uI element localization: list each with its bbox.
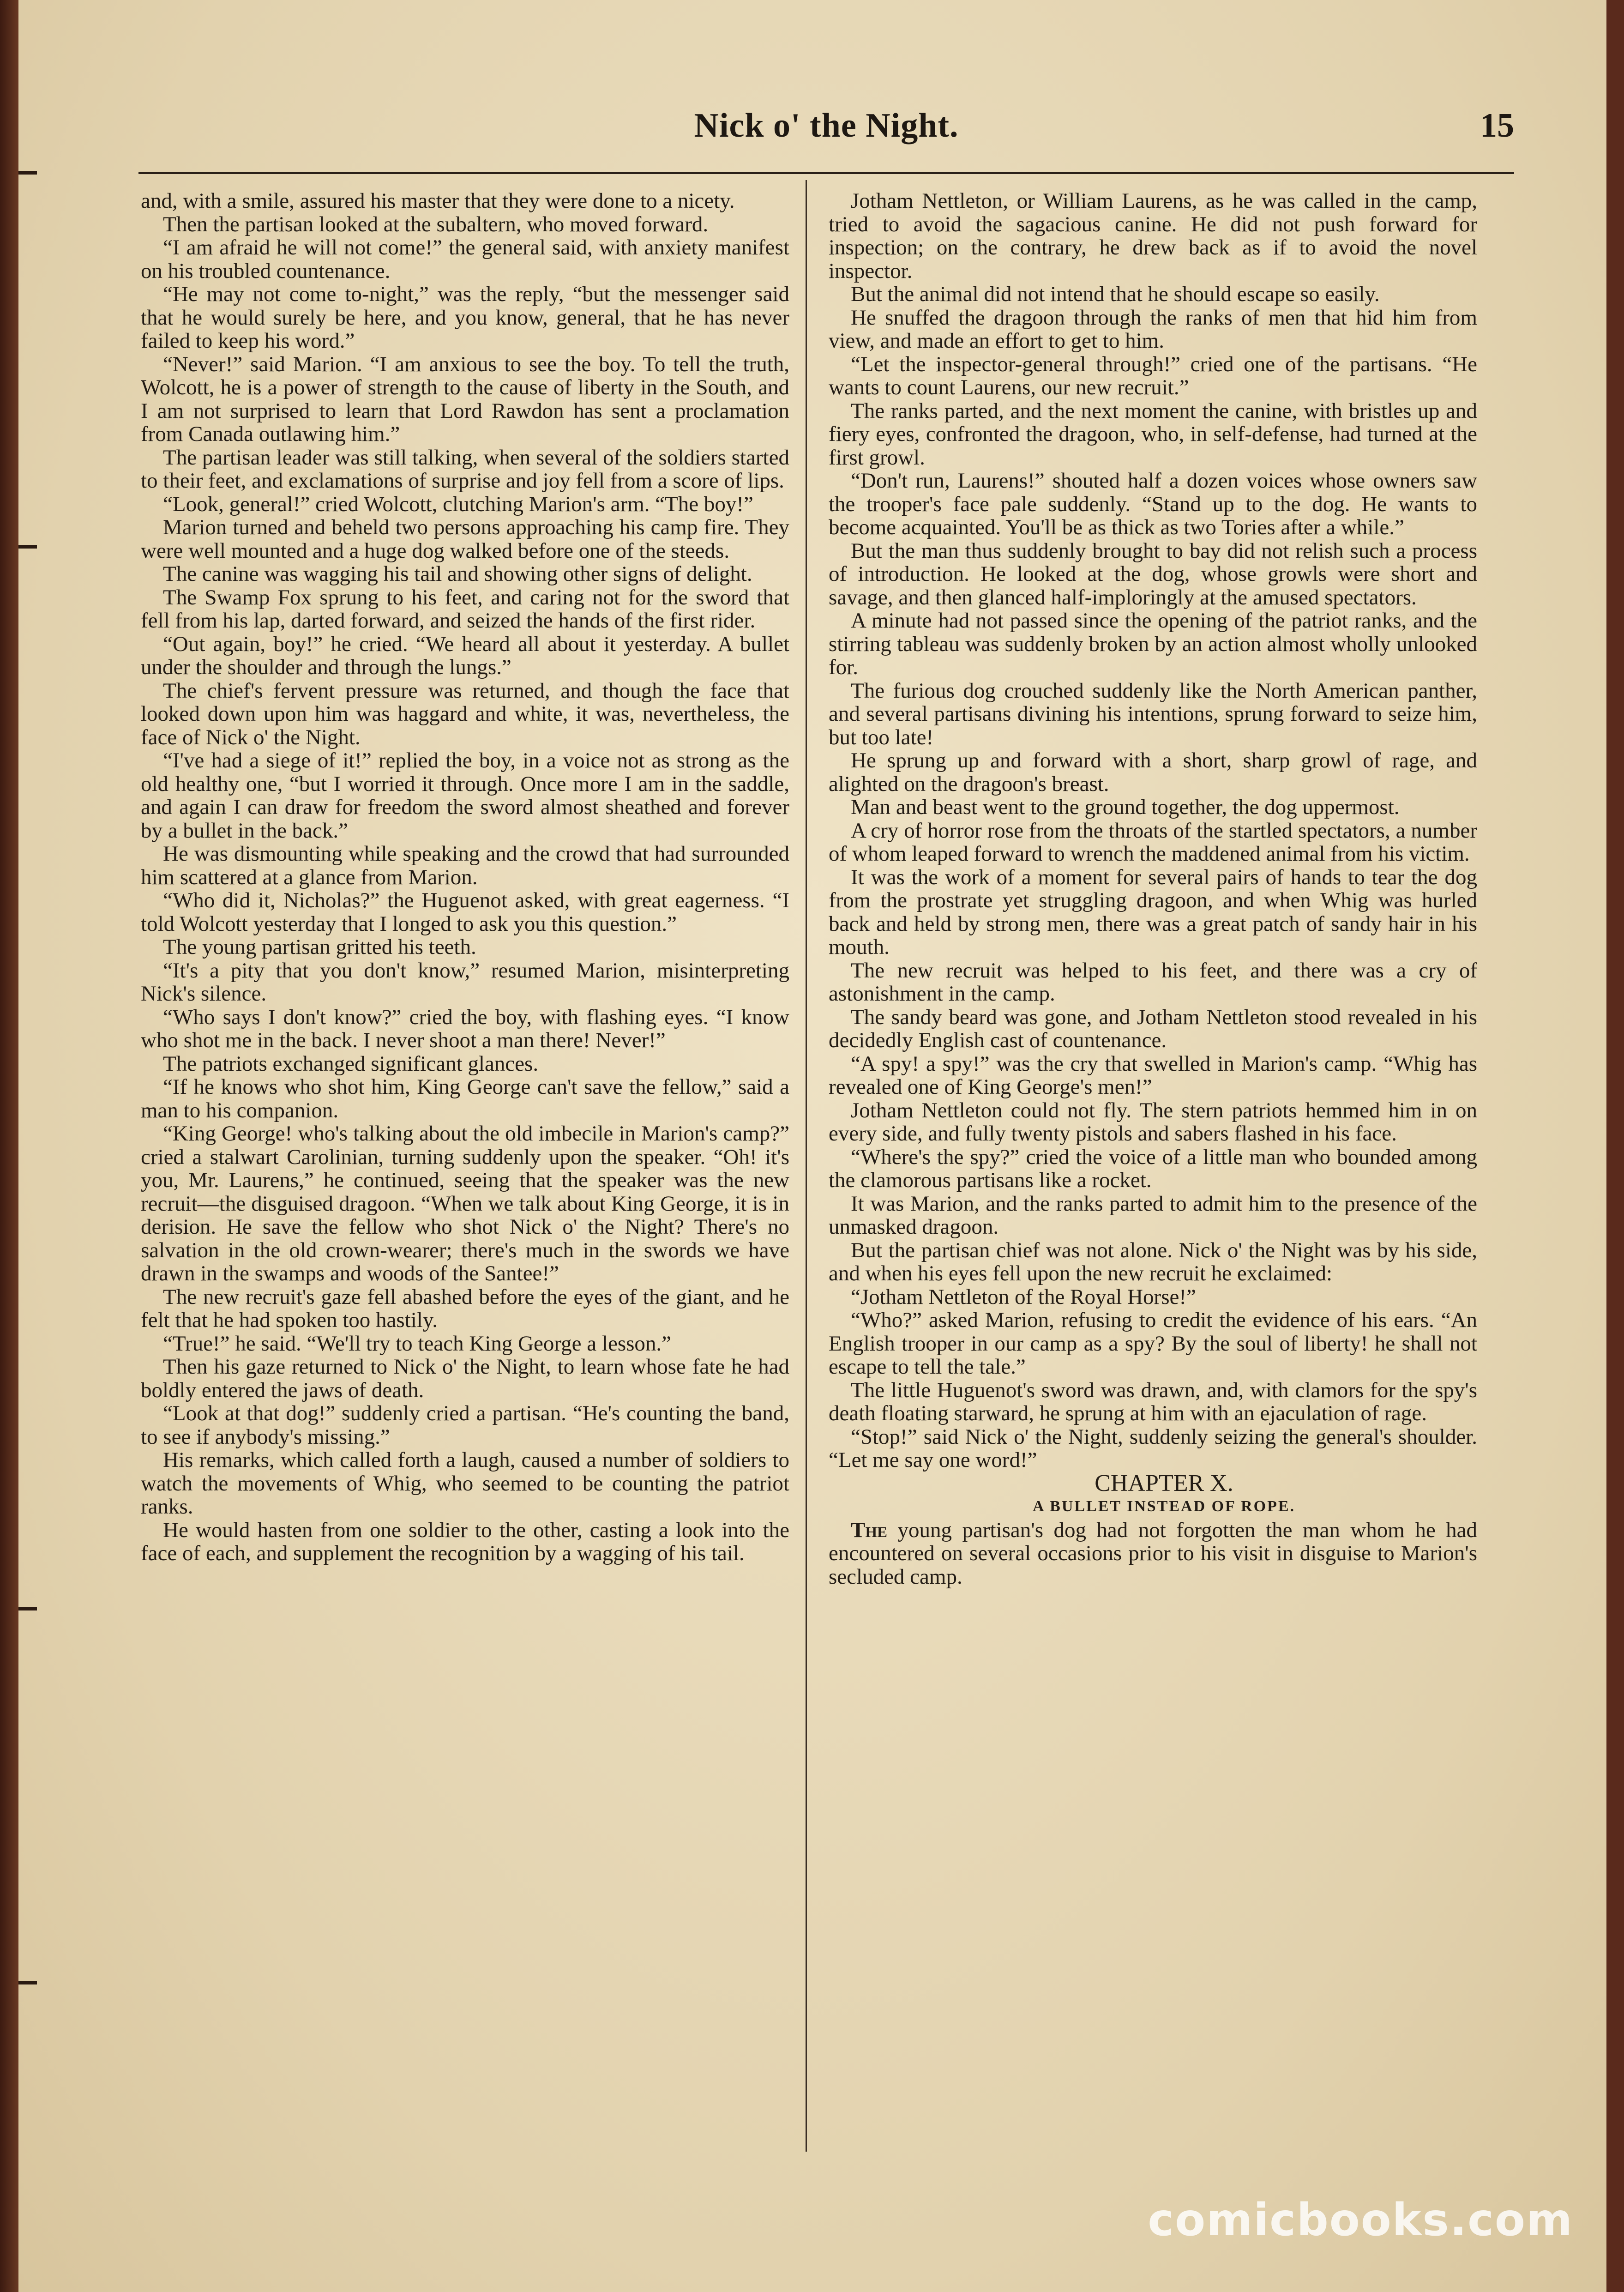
site-watermark: comicbooks.com bbox=[1148, 2194, 1573, 2246]
paragraph: It was Marion, and the ranks parted to admit him to the presence of the unmasked dragoon. bbox=[829, 1191, 1477, 1239]
paragraph: A cry of horror rose from the throats of the startled spectators, a number of whom leaped forward to wrench the maddened animal from his victim. bbox=[829, 818, 1477, 866]
chapter-first-paragraph-text: young partisan's dog had not forgotten the man whom he had encountered on several occasions prior to his visit in disguise to Marion's secluded camp. bbox=[829, 1518, 1477, 1589]
paragraph: It was the work of a moment for several pairs of hands to tear the dog from the prostrate yet struggling dragoon, and when Whig was hurled back and held by strong men, there was a great patch of sandy hair in his mouth. bbox=[829, 865, 1477, 959]
page-number: 15 bbox=[1480, 107, 1514, 145]
page-header bbox=[138, 106, 1514, 148]
chapter-first-word: The bbox=[851, 1518, 888, 1542]
paragraph: “It's a pity that you don't know,” resumed Marion, misinterpreting Nick's silence. bbox=[141, 958, 789, 1006]
paragraph: Jotham Nettleton could not fly. The stern patriots hemmed him in on every side, and fully twenty pistols and sabers flashed in his face. bbox=[829, 1098, 1477, 1146]
right-column-paragraphs bbox=[829, 189, 1477, 1472]
paragraph: “Look, general!” cried Wolcott, clutching Marion's arm. “The boy!” bbox=[163, 492, 753, 516]
binding-staple bbox=[18, 1981, 37, 1984]
paragraph: “King George! who's talking about the old imbecile in Marion's camp?” cried a stalwart Carolinian, turning suddenly upon the speaker. “Oh! it's you, Mr. Laurens,” he continued, seeing that the speaker was the new recruit—the disguised dragoon. “When we talk about King George, it is in derision. He save the fellow who shot Nick o' the Night? There's no salvation in the old crown-wearer; there's much in the swords we have drawn in the swamps and woods of the Santee!” bbox=[141, 1122, 789, 1285]
paragraph: “Don't run, Laurens!” shouted half a dozen voices whose owners saw the trooper's face pale suddenly. “Stand up to the dog. He wants to become acquainted. You'll be as thick as two Tories after a while.” bbox=[829, 469, 1477, 539]
paragraph: “I've had a siege of it!” replied the boy, in a voice not as strong as the old healthy one, “but I worried it through. Once more I am in the saddle, and again I can draw for freedom the sword almost sheathed and forever by a bullet in the back.” bbox=[141, 748, 789, 843]
paragraph: “Out again, boy!” he cried. “We heard all about it yesterday. A bullet under the shoulder and through the lungs.” bbox=[141, 632, 789, 679]
paragraph: “He may not come to-night,” was the reply, “but the messenger said that he would surely be here, and you know, general, that he has never failed to keep his word.” bbox=[141, 282, 789, 353]
paragraph: A minute had not passed since the opening of the patriot ranks, and the stirring tableau was suddenly broken by an action almost wholly unlooked for. bbox=[829, 609, 1477, 679]
paragraph: But the partisan chief was not alone. Nick o' the Night was by his side, and when his eyes fell upon the new recruit he exclaimed: bbox=[829, 1238, 1477, 1285]
paragraph: The patriots exchanged significant glances. bbox=[163, 1051, 539, 1076]
paragraph: Man and beast went to the ground together, the dog uppermost. bbox=[851, 795, 1400, 819]
paragraph: The Swamp Fox sprung to his feet, and caring not for the sword that fell from his lap, darted forward, and seized the hands of the first rider. bbox=[141, 585, 789, 633]
paragraph: His remarks, which called forth a laugh, caused a number of soldiers to watch the movements of Whig, who seemed to be counting the patriot ranks. bbox=[141, 1448, 789, 1519]
paragraph: Jotham Nettleton, or William Laurens, as he was called in the camp, tried to avoid the sagacious canine. He did not push forward for inspection; on the contrary, he drew back as if to avoid the novel inspector. bbox=[829, 189, 1477, 283]
paragraph: “Who did it, Nicholas?” the Huguenot asked, with great eagerness. “I told Wolcott yesterday that I longed to ask you this question.” bbox=[141, 888, 789, 936]
paragraph: “Let the inspector-general through!” cried one of the partisans. “He wants to count Laurens, our new recruit.” bbox=[829, 352, 1477, 399]
paragraph: The sandy beard was gone, and Jotham Nettleton stood revealed in his decidedly English cast of countenance. bbox=[829, 1005, 1477, 1052]
paragraph: and, with a smile, assured his master that they were done to a nicety. bbox=[141, 189, 735, 213]
paragraph: “Who says I don't know?” cried the boy, with flashing eyes. “I know who shot me in the back. I never shoot a man there! Never!” bbox=[141, 1005, 789, 1052]
binding-staple bbox=[18, 171, 37, 175]
chapter-heading: CHAPTER X. bbox=[1095, 1470, 1233, 1496]
paragraph: “Never!” said Marion. “I am anxious to see the boy. To tell the truth, Wolcott, he is a power of strength to the cause of liberty in the South, and I am not surprised to learn that Lord Rawdon has sent a proclamation from Canada outlawing him.” bbox=[141, 352, 789, 446]
paragraph: “Where's the spy?” cried the voice of a little man who bounded among the clamorous partisans like a rocket. bbox=[829, 1145, 1477, 1192]
binding-staple bbox=[18, 545, 37, 549]
paragraph: He was dismounting while speaking and the crowd that had surrounded him scattered at a glance from Marion. bbox=[141, 842, 789, 889]
paragraph: The chief's fervent pressure was returned, and though the face that looked down upon him was haggard and white, it was, nevertheless, the face of Nick o' the Night. bbox=[141, 678, 789, 749]
paragraph: “Look at that dog!” suddenly cried a partisan. “He's counting the band, to see if anybody's missing.” bbox=[141, 1401, 789, 1449]
paragraph: The partisan leader was still talking, when several of the soldiers started to their feet, and exclamations of surprise and joy fell from a score of lips. bbox=[141, 445, 789, 493]
paragraph: “Who?” asked Marion, refusing to credit the evidence of his ears. “An English trooper in our camp as a spy? By the soul of liberty! he shall not escape to tell the tale.” bbox=[829, 1308, 1477, 1379]
running-title: Nick o' the Night. bbox=[694, 107, 959, 145]
header-rule bbox=[138, 172, 1514, 174]
paragraph: The ranks parted, and the next moment the canine, with bristles up and fiery eyes, confronted the dragoon, who, in self-defense, had turned at the first growl. bbox=[829, 398, 1477, 470]
paragraph: The new recruit's gaze fell abashed before the eyes of the giant, and he felt that he had spoken too hastily. bbox=[141, 1285, 789, 1332]
book-page bbox=[18, 0, 1606, 2292]
chapter-first-paragraph bbox=[829, 1519, 1477, 1589]
paragraph: The little Huguenot's sword was drawn, and, with clamors for the spy's death floating starward, he sprung at him with an ejaculation of rage. bbox=[829, 1378, 1477, 1425]
left-column bbox=[141, 189, 789, 2152]
paragraph: The young partisan gritted his teeth. bbox=[163, 935, 476, 959]
paragraph: He would hasten from one soldier to the other, casting a look into the face of each, and supplement the recognition by a wagging of his tail. bbox=[141, 1518, 789, 1565]
paragraph: Then his gaze returned to Nick o' the Night, to learn whose fate he had boldly entered the jaws of death. bbox=[141, 1355, 789, 1402]
paragraph: Then the partisan looked at the subaltern, who moved forward. bbox=[163, 212, 709, 236]
paragraph: “If he knows who shot him, King George can't save the fellow,” said a man to his companion. bbox=[141, 1075, 789, 1122]
paragraph: “Jotham Nettleton of the Royal Horse!” bbox=[851, 1285, 1196, 1309]
paragraph: But the animal did not intend that he should escape so easily. bbox=[851, 282, 1380, 306]
chapter-subtitle: A BULLET INSTEAD OF ROPE. bbox=[1032, 1498, 1296, 1515]
paragraph: He sprung up and forward with a short, sharp growl of rage, and alighted on the dragoon's breast. bbox=[829, 748, 1477, 796]
paragraph: “I am afraid he will not come!” the general said, with anxiety manifest on his troubled countenance. bbox=[141, 235, 789, 283]
paragraph: He snuffed the dragoon through the ranks of men that hid him from view, and made an effort to get to him. bbox=[829, 305, 1477, 353]
binding-staple bbox=[18, 1607, 37, 1610]
paragraph: “Stop!” said Nick o' the Night, suddenly seizing the general's shoulder. “Let me say one word!” bbox=[829, 1424, 1477, 1472]
paragraph: The canine was wagging his tail and showing other signs of delight. bbox=[163, 562, 752, 586]
column-divider bbox=[806, 180, 807, 2152]
paragraph: The new recruit was helped to his feet, and there was a cry of astonishment in the camp. bbox=[829, 958, 1477, 1006]
paragraph: Marion turned and beheld two persons approaching his camp fire. They were well mounted and a huge dog walked before one of the steeds. bbox=[141, 515, 789, 563]
right-column bbox=[829, 189, 1477, 2152]
paragraph: The furious dog crouched suddenly like the North American panther, and several partisans divining his intentions, sprung forward to seize him, but too late! bbox=[829, 678, 1477, 749]
paragraph: But the man thus suddenly brought to bay did not relish such a process of introduction. He looked at the dog, whose growls were short and savage, and then glanced half-imploringly at the amused spectators. bbox=[829, 538, 1477, 609]
paragraph: “True!” he said. “We'll try to teach King George a lesson.” bbox=[163, 1331, 672, 1356]
paragraph: “A spy! a spy!” was the cry that swelled in Marion's camp. “Whig has revealed one of King George's men!” bbox=[829, 1051, 1477, 1099]
